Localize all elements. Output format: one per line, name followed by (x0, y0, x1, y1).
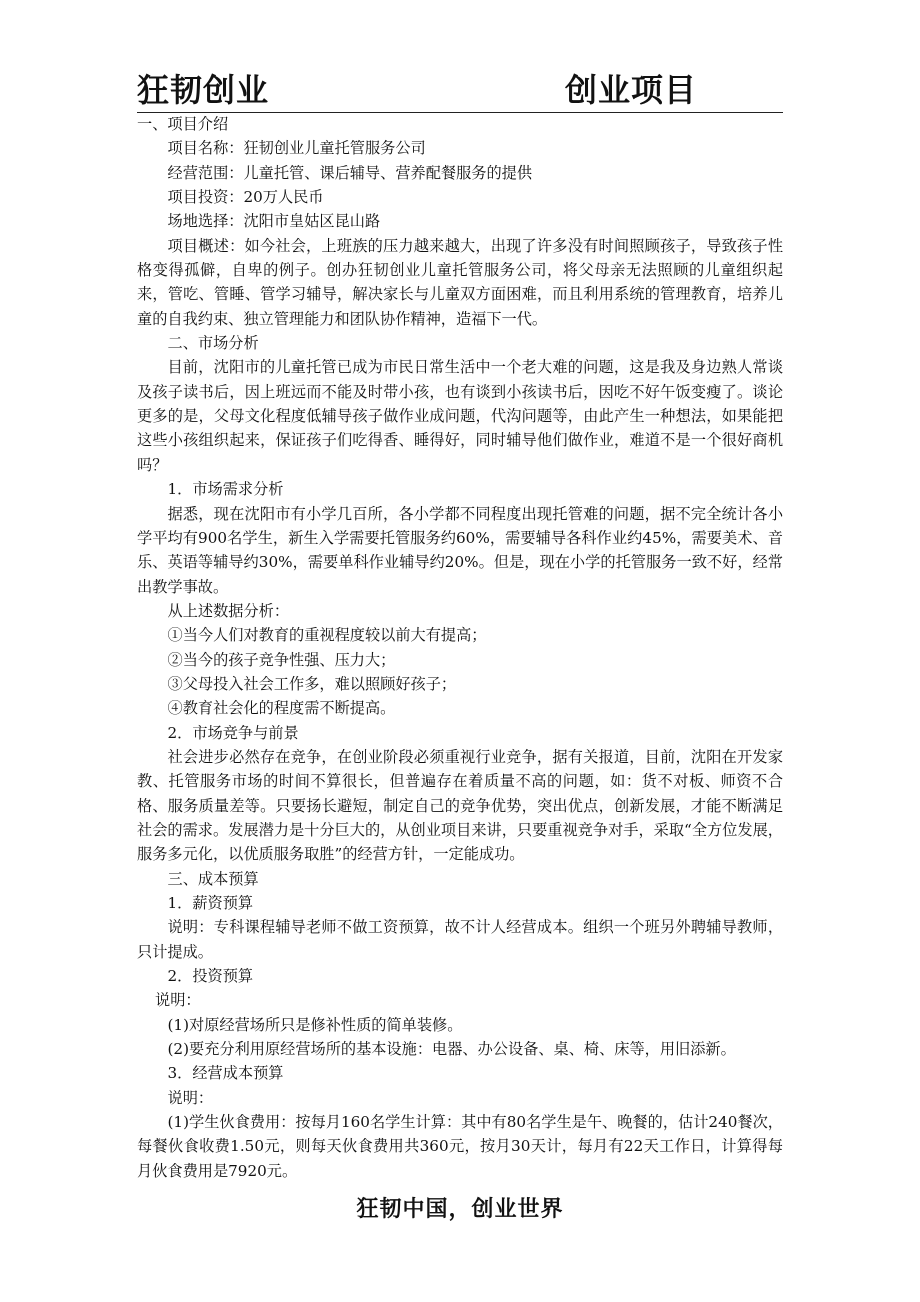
salary-budget-heading: 1．薪资预算 (167, 894, 254, 912)
document-body (137, 112, 783, 1183)
project-investment: 项目投资：20万人民币 (167, 188, 324, 207)
site-location: 场地选择：沈阳市皇姑区昆山路 (167, 212, 381, 231)
project-overview: 项目概述：如今社会，上班族的压力越来越大，出现了许多没有时间照顾孩子，导致孩子性格变得孤僻，自卑的例子。创办狂韧创业儿童托管服务公司，将父母亲无法照顾的儿童组织起来，管吃、管睡、管学习辅导，解决家长与儿童双方面困难，而且利用系统的管理教育，培养儿童的自我约束、独立管理能力和团队协作精神，造福下一代。 (137, 236, 783, 328)
header-right-title: 创业项目 (565, 71, 698, 109)
demand-analysis-paragraph: 据悉，现在沈阳市有小学几百所，各小学都不同程度出现托管难的问题，据不完全统计各小学平均有900名学生，新生入学需要托管服务约60%，需要辅导各科作业约45%，需要美术、音乐、英语等辅导约30%，需要单科作业辅导约20%。但是，现在小学的托管服务一致不好，经常出教学事故。 (137, 504, 783, 596)
investment-budget-item: (2)要充分利用原经营场所的基本设施：电器、办公设备、桌、椅、床等，用旧添新。 (167, 1040, 736, 1059)
page-header (137, 66, 783, 113)
analysis-item: ①当今人们对教育的重视程度较以前大有提高； (167, 626, 487, 645)
investment-budget-item: (1)对原经营场所只是修补性质的简单装修。 (167, 1015, 463, 1034)
project-name: 项目名称：狂韧创业儿童托管服务公司 (167, 139, 426, 158)
investment-budget-note: 说明： (155, 991, 201, 1010)
analysis-item: ④教育社会化的程度需不断提高。 (167, 699, 396, 718)
operating-cost-item: (1)学生伙食费用：按每月160名学生计算：其中有80名学生是午、晚餐的，估计240餐次，每餐伙食收费1.50元，则每天伙食费用共360元，按月30天计，每月有22天工作日，计算得每月伙食费用是7920元。 (137, 1113, 783, 1180)
investment-budget-heading: 2．投资预算 (167, 967, 254, 986)
analysis-intro: 从上述数据分析： (167, 601, 289, 620)
operating-cost-heading: 3．经营成本预算 (167, 1064, 284, 1083)
section-3-heading: 三、成本预算 (167, 869, 259, 888)
section-2-heading: 二、市场分析 (167, 334, 259, 353)
page-footer-slogan: 狂韧中国，创业世界 (356, 1197, 564, 1222)
section-1-heading: 一、项目介绍 (137, 115, 229, 133)
analysis-item: ③父母投入社会工作多，难以照顾好孩子； (167, 674, 457, 693)
salary-budget-paragraph: 说明：专科课程辅导老师不做工资预算，故不计人经营成本。组织一个班另外聘辅导教师，只计提成。 (137, 918, 783, 961)
competition-heading: 2．市场竞争与前景 (167, 723, 299, 742)
analysis-item: ②当今的孩子竞争性强、压力大； (167, 650, 396, 669)
business-scope: 经营范围：儿童托管、课后辅导、营养配餐服务的提供 (167, 163, 532, 182)
market-analysis-paragraph: 目前，沈阳市的儿童托管已成为市民日常生活中一个老大难的问题，这是我及身边熟人常谈及孩子读书后，因上班远而不能及时带小孩，也有谈到小孩读书后，因吃不好午饭变瘦了。谈论更多的是，父母文化程度低辅导孩子做作业成问题，代沟问题等，由此产生一种想法，如果能把这些小孩组织起来，保证孩子们吃得香、睡得好，同时辅导他们做作业，难道不是一个很好商机吗？ (137, 358, 783, 474)
demand-analysis-heading: 1．市场需求分析 (167, 480, 284, 499)
operating-cost-note: 说明： (167, 1088, 214, 1107)
header-left-title: 狂韧创业 (137, 71, 270, 109)
competition-paragraph: 社会进步必然存在竞争，在创业阶段必须重视行业竞争，据有关报道，目前，沈阳在开发家教、托管服务市场的时间不算很长，但普遍存在着质量不高的问题，如：货不对板、师资不合格、服务质量差等。只要扬长避短，制定自己的竞争优势，突出优点，创新发展，才能不断满足社会的需求。发展潜力是十分巨大的，从创业项目来讲，只要重视竞争对手，采取“全方位发展，服务多元化，以优质服务取胜”的经营方针，一定能成功。 (137, 747, 783, 864)
